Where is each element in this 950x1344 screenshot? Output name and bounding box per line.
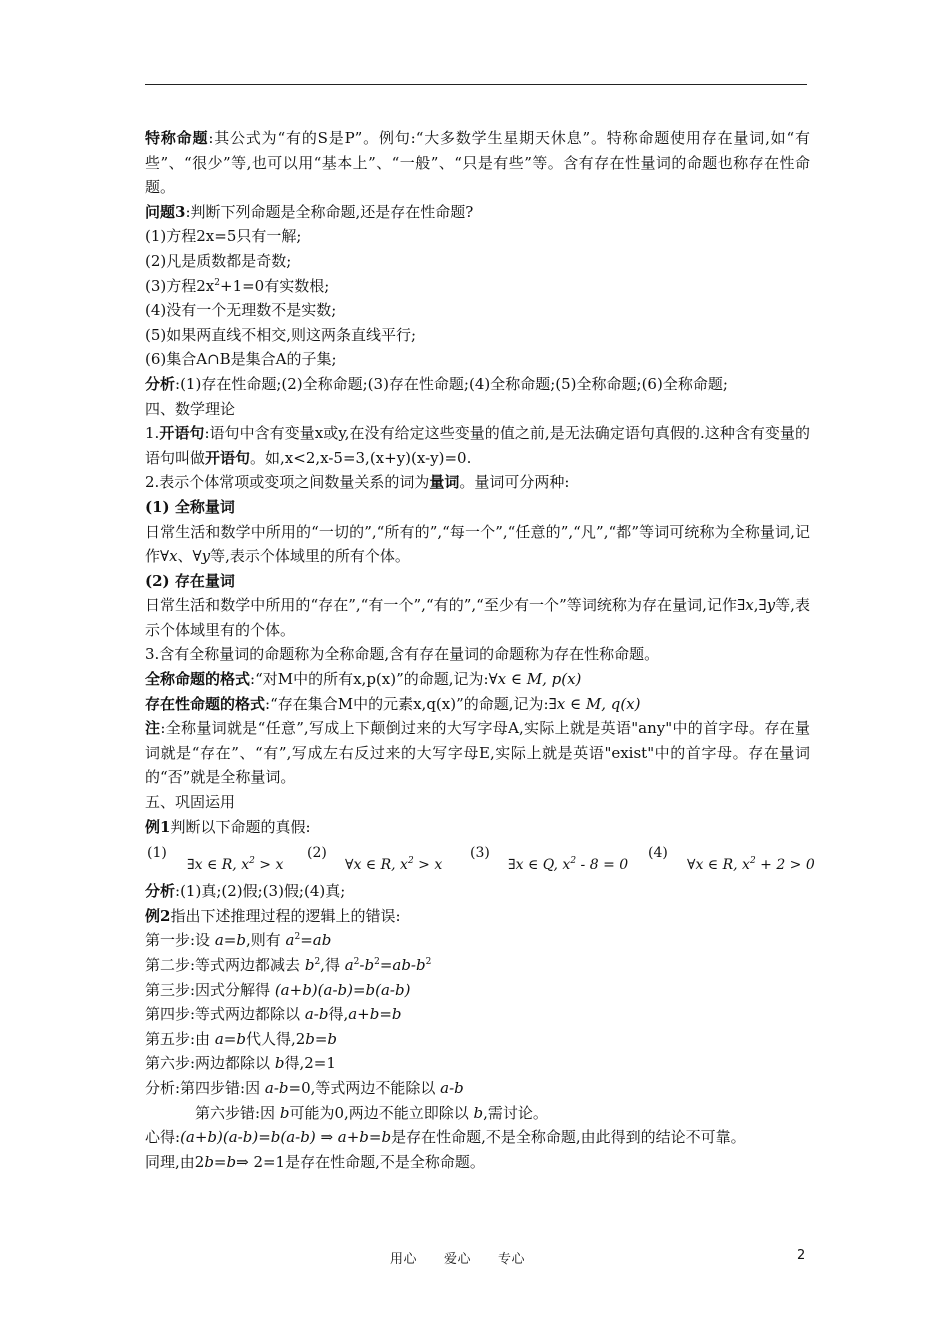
example-1 xyxy=(145,815,810,840)
step-1 xyxy=(145,928,810,953)
format-universal xyxy=(145,667,810,692)
formula-text: ∀x ∈ R, x xyxy=(687,857,750,874)
example-item-number: (2) xyxy=(307,845,327,862)
superscript: 2 xyxy=(314,957,321,967)
question-label: 问题3 xyxy=(145,202,186,221)
formula-text: > x xyxy=(254,857,284,874)
question-3 xyxy=(145,200,810,225)
analysis-1 xyxy=(145,372,810,397)
item-number: 1. xyxy=(145,424,160,443)
question-text: :判断下列命题是全称命题,还是存在性命题? xyxy=(185,202,474,221)
example-label: 例2 xyxy=(145,906,171,925)
analysis-text: :(1)存在性命题;(2)全称命题;(3)存在性命题;(4)全称命题;(5)全称命题;(6)全称命题; xyxy=(175,374,728,393)
example-2 xyxy=(145,904,810,929)
section-heading-5: 五、巩固运用 xyxy=(145,793,236,812)
insight-text: 是存在性命题,不是全称命题,由此得到的结论不可靠。 xyxy=(391,1128,746,1147)
step-text: 第二步:等式两边都减去 xyxy=(145,956,305,974)
superscript: 2 xyxy=(294,932,301,943)
superscript: 2 xyxy=(570,856,577,867)
analysis-math: b xyxy=(473,1103,484,1122)
formula-text: ∃x ∈ R, x xyxy=(187,857,250,874)
example-item-number: (3) xyxy=(470,845,490,862)
note xyxy=(145,716,810,790)
step-text: 代人得,2 xyxy=(245,1029,306,1048)
punct: , xyxy=(753,596,759,615)
theory-text: 2.表示个体常项或变项之间数量关系的词为 xyxy=(145,473,430,492)
analysis-2 xyxy=(145,879,810,904)
step-math: b xyxy=(304,956,315,974)
theory-text: 。量词可分两种: xyxy=(459,473,570,492)
list-item: (6)集合A∩B是集合A的子集; xyxy=(145,350,337,369)
example-item-number: (1) xyxy=(147,845,167,862)
step-math: a=b xyxy=(214,1029,246,1048)
example-item-formula xyxy=(508,853,628,878)
example-item-formula xyxy=(687,853,815,878)
term-label: 存在性命题的格式 xyxy=(145,694,266,713)
step-text: 第一步:设 xyxy=(145,931,215,950)
step-text: 第三步:因式分解得 xyxy=(145,980,275,999)
paragraph-text: :其公式为“有的S是P”。例句:“大多数学生星期天休息”。特称命题使用存在量词,如“有些”、“很少”等,也可以用“基本上”、“一般”、“只是有些”等。含有存在性量词的命题也称存在性命题。 xyxy=(145,129,810,197)
term-label: 全称命题的格式 xyxy=(145,670,251,689)
step-4 xyxy=(145,1002,810,1027)
analysis-math: a-b xyxy=(440,1078,464,1097)
similarly-math: b=b xyxy=(204,1152,237,1171)
step-text: 得, xyxy=(328,1005,349,1024)
analysis-math: b xyxy=(279,1103,290,1122)
paragraph-text: 等,表示个体域里的所有个体。 xyxy=(210,547,410,566)
step-5 xyxy=(145,1027,810,1052)
term-label: 开语句 xyxy=(205,448,251,467)
example-1-items xyxy=(145,839,815,875)
similarly xyxy=(145,1150,810,1175)
format-text: :“对M中的所有x,p(x)”的命题,记为: xyxy=(250,670,489,689)
insight-math: a+b=b xyxy=(337,1128,392,1147)
item-text: +1=0有实数根; xyxy=(220,276,330,295)
analysis-math: a-b xyxy=(264,1078,289,1097)
analysis-text: =0,等式两边不能除以 xyxy=(288,1078,441,1097)
insight-math: (a+b)(a-b)=b(a-b) xyxy=(180,1128,316,1147)
step-text: 第五步:由 xyxy=(145,1029,215,1048)
superscript: 2 xyxy=(425,957,432,967)
step-text: 第六步:两边都除以 xyxy=(145,1054,275,1073)
note-text: :全称量词就是“任意”,写成上下颠倒过来的大写字母A,实际上就是英语"any"中的首字母。存在量词就是“存在”、“有”,写成左右反过来的大写字母E,实际上就是英语"exist"中的首字母。存在量词的“否”就是全称量词。 xyxy=(145,719,810,787)
implies-symbol: ⇒ xyxy=(236,1152,254,1171)
paragraph-text: 等,表示个体域里有的个体。 xyxy=(145,596,810,639)
superscript: 2 xyxy=(407,856,414,867)
section-heading-4: 四、数学理论 xyxy=(145,399,236,418)
step-math: (a+b)(a-b)=b(a-b) xyxy=(274,980,411,999)
list-item xyxy=(145,274,810,299)
step-math: a xyxy=(344,956,354,974)
format-text: :“存在集合M中的元素x,q(x)”的命题,记为: xyxy=(265,694,549,713)
analysis-text: :(1)真;(2)假;(3)假;(4)真; xyxy=(175,882,346,901)
step-text: 得,2=1 xyxy=(284,1054,336,1073)
superscript: 2 xyxy=(249,856,255,867)
step-math: -b xyxy=(359,956,375,974)
step-math: b=b xyxy=(305,1029,338,1048)
footer-motto: 用心 爱心 专心 xyxy=(390,1252,526,1267)
insight xyxy=(145,1125,810,1150)
similarly-text: 同理,由2 xyxy=(145,1152,205,1171)
step-2 xyxy=(145,953,810,978)
list-item: (5)如果两直线不相交,则这两条直线平行; xyxy=(145,325,417,344)
list-item: (2)凡是质数都是奇数; xyxy=(145,251,292,270)
formula-text: ∃x ∈ Q, x xyxy=(508,857,571,874)
term-label: 量词 xyxy=(429,473,460,492)
paragraph-existential xyxy=(145,593,810,642)
subheading-universal: (1) 全称量词 xyxy=(145,497,235,516)
math-symbol: ∃y xyxy=(758,596,776,615)
superscript: 2 xyxy=(214,277,220,288)
step-math: =ab-b xyxy=(379,956,426,974)
theory-text: :语句中含有变量x或y,在没有给定这些变量的值之前,是无法确定语句真假的.这种含有变量的语句叫做 xyxy=(145,424,810,467)
implies-symbol: ⇒ xyxy=(315,1128,338,1147)
example-text: 判断以下命题的真假: xyxy=(170,817,311,836)
paragraph-text: 日常生活和数学中所用的“存在”,“有一个”,“有的”,“至少有一个”等词统称为存在量词,记作 xyxy=(145,596,738,615)
formula-text: + 2 > 0 xyxy=(755,857,815,874)
example-item-formula xyxy=(187,853,283,878)
step-6 xyxy=(145,1051,810,1076)
example-label: 例1 xyxy=(145,817,171,836)
analysis-label: 分析 xyxy=(145,882,176,901)
superscript: 2 xyxy=(374,957,380,967)
step-math: a+b=b xyxy=(348,1005,402,1024)
theory-2 xyxy=(145,470,810,495)
step-text: ,得 xyxy=(320,956,345,974)
paragraph-text: 日常生活和数学中所用的“一切的”,“所有的”,“每一个”,“任意的”,“凡”,“都”等词可统称为全称量词,记作 xyxy=(145,522,810,566)
math-symbol: ∀x xyxy=(160,547,178,566)
superscript: 2 xyxy=(353,957,360,967)
step-math: b xyxy=(274,1054,285,1073)
analysis-text: 分析:第四步错:因 xyxy=(145,1078,265,1097)
step-3 xyxy=(145,978,810,1003)
analysis-4 xyxy=(145,1101,810,1126)
math-formula: ∃x ∈ M, q(x) xyxy=(548,694,641,713)
step-text: 第四步:等式两边都除以 xyxy=(145,1005,305,1024)
paragraph-universal xyxy=(145,520,810,569)
theory-3: 3.含有全称量词的命题称为全称命题,含有存在量词的命题称为存在性称命题。 xyxy=(145,645,660,664)
step-text: ,则有 xyxy=(245,931,286,950)
formula-text: - 8 = 0 xyxy=(576,857,629,874)
item-text: (3)方程2x xyxy=(145,276,215,295)
page-number: 2 xyxy=(797,1248,806,1263)
step-math: =ab xyxy=(300,931,332,950)
similarly-text: 2=1是存在性命题,不是全称命题。 xyxy=(253,1152,485,1171)
formula-text: ∀x ∈ R, x xyxy=(345,857,408,874)
insight-text: 心得: xyxy=(145,1128,181,1147)
analysis-text: ,需讨论。 xyxy=(483,1103,548,1122)
example-item-number: (4) xyxy=(648,845,668,862)
note-label: 注 xyxy=(145,719,161,738)
math-symbol: ∀y xyxy=(192,547,211,566)
page-content xyxy=(145,126,815,1174)
math-symbol: ∃x xyxy=(737,596,754,615)
analysis-text: 可能为0,两边不能立即除以 xyxy=(289,1103,474,1122)
analysis-3 xyxy=(145,1076,810,1101)
list-item: (4)没有一个无理数不是实数; xyxy=(145,301,337,320)
formula-text: > x xyxy=(413,857,443,874)
analysis-label: 分析 xyxy=(145,374,176,393)
term-label: 开语句 xyxy=(159,424,205,443)
example-text: 指出下述推理过程的逻辑上的错误: xyxy=(170,906,401,925)
analysis-text: 第六步错:因 xyxy=(195,1103,280,1122)
format-existential xyxy=(145,692,810,717)
example-item-formula xyxy=(345,853,442,878)
math-formula: ∀x ∈ M, p(x) xyxy=(488,670,582,689)
step-math: a-b xyxy=(304,1005,329,1024)
step-math: a=b xyxy=(214,931,246,950)
list-item: (1)方程2x=5只有一解; xyxy=(145,227,302,246)
paragraph-special-proposition xyxy=(145,126,810,200)
theory-text: 。如,x<2,x-5=3,(x+y)(x-y)=0. xyxy=(250,448,472,467)
header-rule xyxy=(145,84,807,85)
superscript: 2 xyxy=(749,856,756,867)
theory-1 xyxy=(145,421,810,470)
step-math: a xyxy=(285,931,295,950)
punct: 、 xyxy=(177,547,193,566)
subheading-existential: (2) 存在量词 xyxy=(145,571,235,590)
term-label: 特称命题 xyxy=(145,129,209,147)
